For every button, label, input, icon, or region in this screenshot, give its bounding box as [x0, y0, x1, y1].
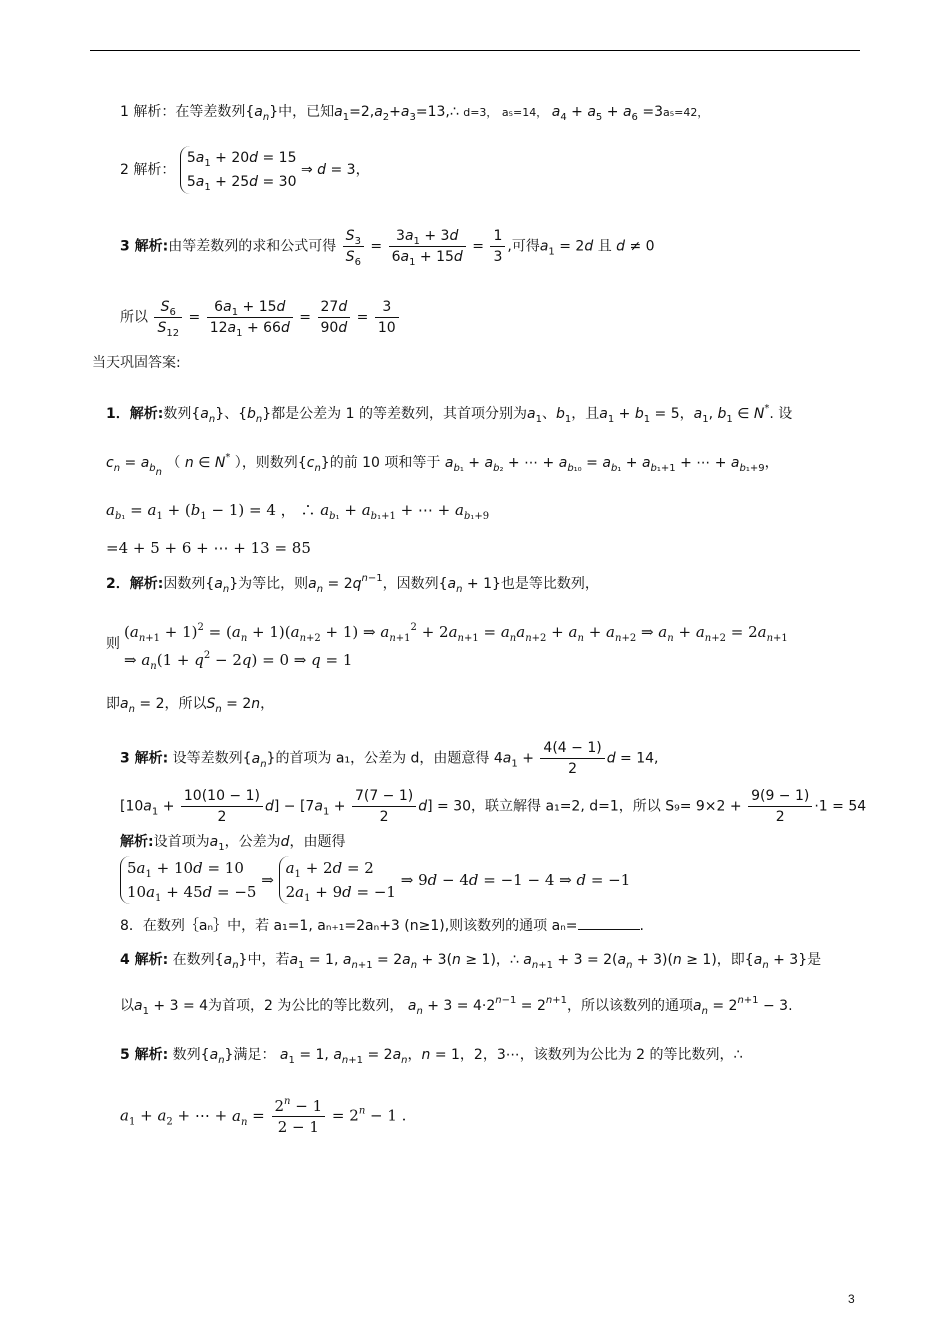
solution-3b-system: $5a_1 + 10d = 10$ $10a_1 + 45d = -5$ ⇒ $a_1 + 2d = 2$ $2a_1 + 9d = -1$ ⇒ 9d − 4d = −1 − 4 ⇒ d = −1 — [120, 856, 630, 904]
answer-line-4: 所以 $\frac{S_6}{S_{12}}$ = $\frac{6a_1 + 15d}{12a_1 + 66d}$ = $\frac{27d}{90d}$ = $\frac{3}{10}$ — [120, 297, 401, 338]
page-number: 3 — [848, 1292, 855, 1306]
solution-3b-line-1: 解析:设首项为$a_1$，公差为d，由题得 — [120, 834, 346, 853]
equation-system: $5a_1 + 20d = 15$ $5a_1 + 25d = 30$ — [180, 146, 297, 194]
answer-blank — [578, 915, 640, 930]
solution-5-line-1: 5 解析: 数列$\{a_n\}$满足： $a_1 = 1$, $a_{n+1} = 2a_n$，n = 1，2，3⋯，该数列为公比为 2 的等比数列，∴ — [120, 1047, 743, 1066]
solution-4-line-1: 4 解析: 在数列$\{a_n\}$中，若$a_1 = 1$, $a_{n+1} = 2a_n + 3(n \ge 1)$，∴ $a_{n+1} + 3 = 2(a_n + 3)(n \ge 1)$，即$\{a_n + 3\}$是 — [120, 952, 822, 971]
answer-line-3: 3 解析:由等差数列的求和公式可得 $\frac{S_3}{S_6}$ = $\frac{3a_1 + 3d}{6a_1 + 15d}$ = $\frac{1}{3}$ ,可得$a_1 = 2d$ 且 d ≠ 0 — [120, 228, 655, 268]
solution-5-line-2: $a_1 + a_2$ + ⋯ + $a_n$ = $\frac{2^n - 1}{2 - 1}$ = $2^n - 1$ . — [120, 1096, 407, 1136]
solution-3-line-2: [$10a_1$ + $\frac{10(10 - 1)}{2}$ $d] - [7a_1$ + $\frac{7(7 - 1)}{2}$ d] = 30，联立解得 a₁=2, d=1，所以 S₉= 9×2 + $\frac{9(9 - 1)}{2}$ ·1 = 54 — [120, 788, 867, 825]
solution-2-line-1: 2．解析:因数列$\{a_n\}$为等比，则$a_n = 2q^{n-1}$，因数列$\{a_n + 1\}$也是等比数列， — [106, 573, 599, 595]
solution-2-line-4: 即$a_n = 2$，所以$S_n = 2n$， — [106, 696, 275, 715]
question-8: 8．在数列｛aₙ｝中，若 a₁=1, aₙ₊₁=2aₙ+3 (n≥1),则该数列的通项 aₙ= . — [120, 915, 644, 936]
answer-line-1: 1 解析：在等差数列$\{a_n\}$中，已知$a_1=2,a_2+a_3=13,\therefore$ d=3， a₅=14， $a_4 + a_5 + a_6 =3a_5=42$， — [120, 104, 709, 123]
solution-1-line-4: =4 + 5 + 6 + ⋯ + 13 = 85 — [106, 539, 311, 557]
answer-line-2: 2 解析： $5a_1 + 20d = 15$ $5a_1 + 25d = 30$ ⇒ d = 3， — [120, 146, 370, 194]
solution-2-line-3: ⇒ $a_n(1 + q^2 - 2q) = 0$ ⇒ q = 1 — [124, 650, 353, 672]
solution-2-then: 则 — [106, 636, 120, 652]
solution-2-line-2: $(a_{n+1} + 1)^2 = (a_n + 1)(a_{n+2} + 1)$ ⇒ $a_{n+1}^2 + 2a_{n+1} = a_na_{n+2} + a_n + a_{n+2}$ ⇒ $a_n + a_{n+2} = 2a_{n+1}$ — [124, 622, 788, 644]
header-rule — [90, 50, 860, 51]
section-title: 当天巩固答案: — [92, 355, 181, 371]
solution-1-line-3: $a_{b_1} = a_1 + (b_1 - 1) = 4$ ， ∴ $a_{b_1} + a_{b_1+1}$ + ⋯ + $a_{b_1+9}$ — [106, 501, 490, 522]
solution-4-line-2: 以$a_1 + 3 = 4$为首项，2 为公比的等比数列， $a_n + 3 = 4\cdot 2^{n-1} = 2^{n+1}$，所以该数列的通项$a_n = 2^{n+1} - 3$. — [120, 995, 793, 1017]
solution-1-line-2: $c_n = a_{b_n}$ （ n ∈ N* ），则数列$\{c_n\}$的前 10 项和等于 $a_{b_1} + a_{b_2}$ + ⋯ + $a_{b_{10}} = a_{b_1} + a_{b_1+1}$ + ⋯ + $a_{b_1+9}$， — [106, 452, 779, 478]
solution-1-line-1: 1．解析:数列$\{a_n\}$、$\{b_n\}$都是公差为 1 的等差数列，其首项分别为$a_1$、$b_1$，且$a_1 + b_1 = 5$，$a_1$, $b_1$ ∈ N*. 设 — [106, 403, 793, 425]
solution-3-line-1: 3 解析: 设等差数列$\{a_n\}$的首项为 a₁，公差为 d，由题意得 $4a_1$ + $\frac{4(4 - 1)}{2}$ d = 14, — [120, 740, 659, 777]
